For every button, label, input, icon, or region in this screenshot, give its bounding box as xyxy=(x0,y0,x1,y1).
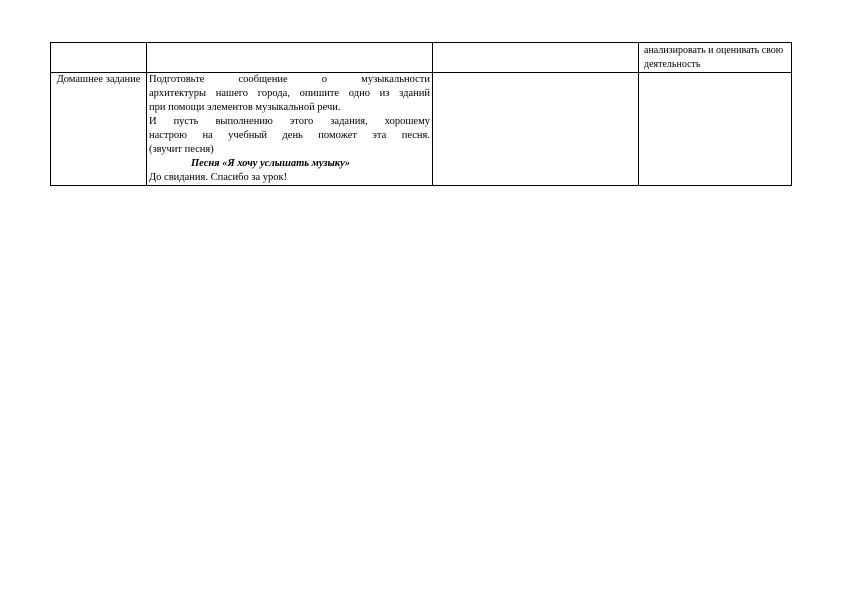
table-cell-content-empty xyxy=(147,43,433,73)
homework-line-6: (звучит песня) xyxy=(149,144,214,155)
table-cell-activity-homework xyxy=(433,73,639,186)
stage-name-homework: Домашнее задание xyxy=(56,74,141,85)
homework-line-3: при помощи элементов музыкальной речи. xyxy=(149,102,341,113)
table-cell-homework-content xyxy=(147,73,433,186)
results-text: анализировать и оценивать свою деятельность xyxy=(644,45,784,70)
table-cell-activity-empty xyxy=(433,43,639,73)
table-cell-stage-homework xyxy=(51,73,147,186)
lesson-plan-table xyxy=(50,42,792,186)
farewell-line: До свидания. Спасибо за урок! xyxy=(149,172,288,183)
table-cell-stage-empty xyxy=(51,43,147,73)
homework-line-5: настрою на учебный день поможет эта песня. xyxy=(149,130,430,141)
homework-line-4: И пусть выполнению этого задания, хорошему xyxy=(149,116,430,127)
table-cell-results-homework xyxy=(639,73,792,186)
table-cell-results xyxy=(639,43,792,73)
homework-line-2: архитектуры нашего города, опишите одно из зданий xyxy=(149,88,430,99)
table-row-homework xyxy=(51,73,792,186)
table-row-continuation xyxy=(51,43,792,73)
song-title: Песня «Я хочу услышать музыку» xyxy=(191,158,350,169)
homework-line-1: Подготовьте сообщение о музыкальности xyxy=(149,74,430,85)
